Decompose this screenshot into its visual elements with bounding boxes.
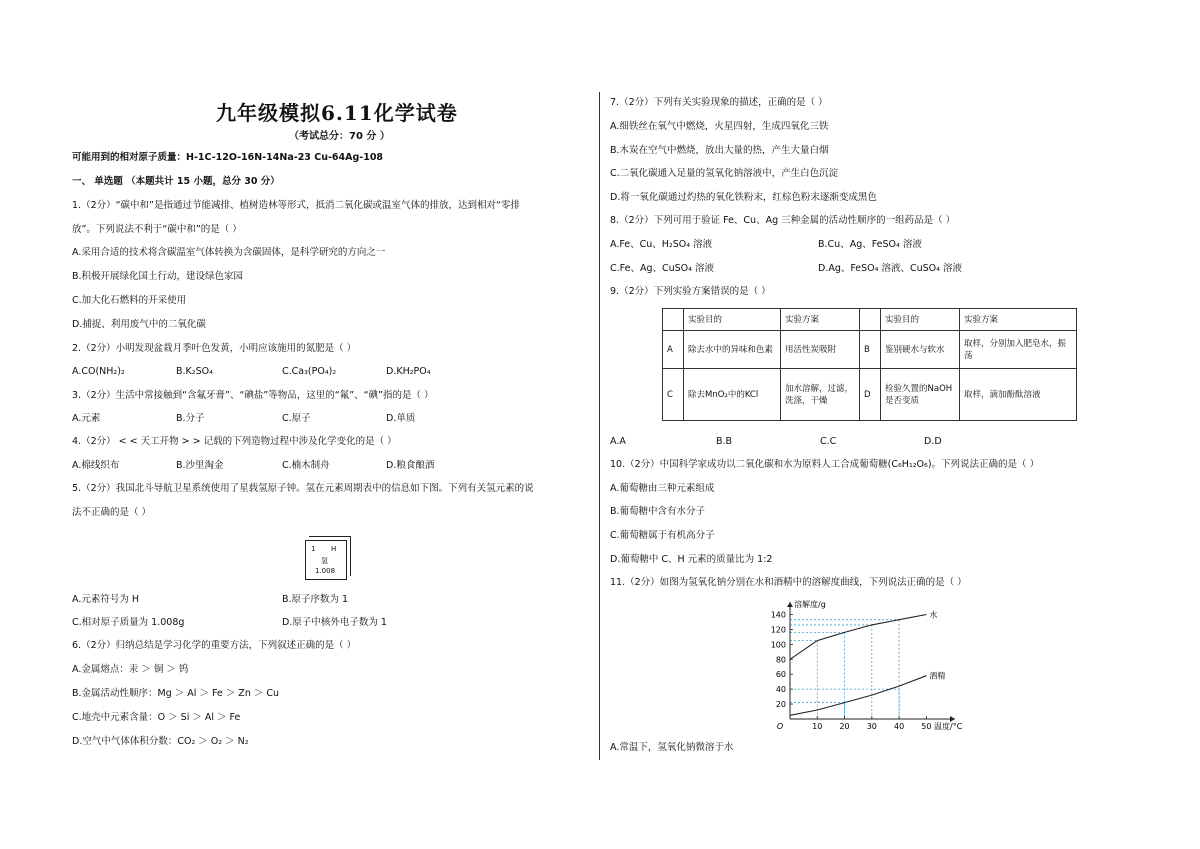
y-tick-label: 100 [770, 640, 786, 650]
q5-stem-line2: 法不正确的是（ ） [72, 507, 152, 518]
series-label: 水 [929, 610, 938, 620]
y-tick-label: 80 [775, 655, 786, 665]
q5-option-a[interactable]: A.元素符号为 H [72, 594, 140, 605]
q10-option-c[interactable]: C.葡萄糖属于有机高分子 [610, 530, 715, 541]
solubility-chart [760, 596, 980, 738]
table-header-cell [663, 309, 684, 331]
q2-option-d[interactable]: D.KH₂PO₄ [386, 366, 431, 377]
q9-stem: 9.（2分）下列实验方案错误的是（ ） [610, 286, 771, 297]
q5-option-d[interactable]: D.原子中核外电子数为 1 [282, 617, 387, 628]
x-tick-label: 10 [812, 722, 823, 731]
x-tick-label: 40 [893, 722, 905, 731]
y-tick-label: 20 [775, 700, 786, 710]
q2-option-b[interactable]: B.K₂SO₄ [176, 366, 213, 377]
q8-stem: 8.（2分）下列可用于验证 Fe、Cu、Ag 三种金属的活动性顺序的一组药品是（ ） [610, 215, 956, 226]
q5-option-c[interactable]: C.相对原子质量为 1.008g [72, 617, 185, 628]
table-cell: 除去MnO₂中的KCl [684, 369, 781, 421]
table-cell: 取样，分别加入肥皂水，振荡 [960, 331, 1077, 369]
element-name: 氢 [321, 557, 328, 565]
table-cell: D [860, 369, 881, 421]
q5-stem-line1: 5.（2分）我国北斗导航卫星系统使用了星载氢原子钟。氢在元素周期表中的信息如下图。下列有关氢元素的说 [72, 483, 534, 494]
q7-stem: 7.（2分）下列有关实验现象的描述，正确的是（ ） [610, 97, 828, 108]
exam-title: 九年级模拟6.11化学试卷 [216, 101, 458, 125]
y-axis-label: 溶解度/g [794, 600, 826, 609]
q11-stem: 11.（2分）如图为氢氧化钠分别在水和酒精中的溶解度曲线，下列说法正确的是（ ） [610, 577, 967, 588]
q2-option-a[interactable]: A.CO(NH₂)₂ [72, 366, 125, 377]
q1-option-b[interactable]: B.积极开展绿化国土行动，建设绿色家园 [72, 271, 244, 282]
y-tick-label: 140 [770, 610, 786, 620]
exam-subtitle: （考试总分：70 分 ） [289, 131, 390, 142]
q10-stem: 10.（2分）中国科学家成功以二氧化碳和水为原料人工合成葡萄糖(C₆H₁₂O₆)。下列说法正确的是（ ） [610, 459, 1040, 470]
table-row [663, 369, 1077, 421]
q4-option-a[interactable]: A.棉线织布 [72, 460, 120, 471]
table-row [663, 331, 1077, 369]
q10-option-a[interactable]: A.葡萄糖由三种元素组成 [610, 483, 715, 494]
q3-option-b[interactable]: B.分子 [176, 413, 205, 424]
q7-option-d[interactable]: D.将一氧化碳通过灼热的氧化铁粉末，红棕色粉末逐渐变成黑色 [610, 192, 877, 203]
series-line-alcohol [790, 676, 926, 716]
q6-option-b[interactable]: B.金属活动性顺序：Mg ＞ Al ＞ Fe ＞ Zn ＞ Cu [72, 688, 280, 699]
q6-option-a[interactable]: A.金属熔点：汞 ＞ 铜 ＞ 钨 [72, 664, 189, 675]
q9-option-d[interactable]: D.D [924, 436, 942, 447]
section-heading: 一、 单选题 （本题共计 15 小题，总分 30 分） [72, 176, 280, 187]
table-header-cell: 实验方案 [781, 309, 860, 331]
q2-option-c[interactable]: C.Ca₃(PO₄)₂ [282, 366, 337, 377]
table-header-row [663, 309, 1077, 331]
hydrogen-element-card [305, 540, 347, 580]
table-cell: 取样，滴加酚酞溶液 [960, 369, 1077, 421]
y-tick-label: 40 [775, 685, 786, 695]
table-header-cell: 实验目的 [684, 309, 781, 331]
q4-option-b[interactable]: B.沙里淘金 [176, 460, 224, 471]
q1-stem-line1: 1.（2分）“碳中和”是指通过节能减排、植树造林等形式，抵消二氧化碳或温室气体的排放，达到相对“零排 [72, 200, 520, 211]
table-cell: A [663, 331, 684, 369]
q9-option-b[interactable]: B.B [716, 436, 733, 447]
table-header-cell: 实验目的 [881, 309, 960, 331]
q2-stem: 2.（2分）小明发现盆栽月季叶色发黄，小明应该施用的氮肥是（ ） [72, 343, 357, 354]
q4-stem: 4.（2分） < < 天工开物 > > 记载的下列造物过程中涉及化学变化的是（ ） [72, 436, 397, 447]
q5-option-b[interactable]: B.原子序数为 1 [282, 594, 349, 605]
q3-option-c[interactable]: C.原子 [282, 413, 311, 424]
q1-option-d[interactable]: D.捕捉、利用废气中的二氧化碳 [72, 319, 206, 330]
table-cell: C [663, 369, 684, 421]
q8-option-d[interactable]: D.Ag、FeSO₄ 溶液、CuSO₄ 溶液 [818, 263, 962, 274]
q3-option-a[interactable]: A.元素 [72, 413, 101, 424]
element-symbol: H [331, 545, 337, 553]
q3-option-d[interactable]: D.单质 [386, 413, 416, 424]
atomic-mass-note: 可能用到的相对原子质量：H-1C-12O-16N-14Na-23 Cu-64Ag-108 [72, 152, 384, 163]
q9-option-c[interactable]: C.C [820, 436, 837, 447]
y-tick-label: 60 [775, 670, 786, 680]
table-cell: 用活性炭吸附 [781, 331, 860, 369]
table-cell: 加水溶解，过滤，洗涤，干燥 [781, 369, 860, 421]
table-cell: 鉴别硬水与软水 [881, 331, 960, 369]
q6-option-c[interactable]: C.地壳中元素含量：O ＞ Si ＞ Al ＞ Fe [72, 712, 241, 723]
q6-stem: 6.（2分）归纳总结是学习化学的重要方法，下列叙述正确的是（ ） [72, 640, 357, 651]
series-line-water [790, 615, 926, 660]
q8-option-b[interactable]: B.Cu、Ag、FeSO₄ 溶液 [818, 239, 922, 250]
origin-label: O [776, 722, 784, 731]
q4-option-d[interactable]: D.粮食酿酒 [386, 460, 435, 471]
q10-option-d[interactable]: D.葡萄糖中 C、H 元素的质量比为 1:2 [610, 554, 773, 565]
x-tick-label: 20 [839, 722, 850, 731]
q7-option-c[interactable]: C.二氧化碳通入足量的氢氧化钠溶液中，产生白色沉淀 [610, 168, 839, 179]
q1-option-c[interactable]: C.加大化石燃料的开采使用 [72, 295, 187, 306]
q9-option-a[interactable]: A.A [610, 436, 626, 447]
x-axis-label: 温度/°C [934, 722, 963, 731]
table-header-cell: 实验方案 [960, 309, 1077, 331]
experiment-table [662, 308, 1077, 421]
table-cell: B [860, 331, 881, 369]
q6-option-d[interactable]: D.空气中气体体积分数：CO₂ ＞ O₂ ＞ N₂ [72, 736, 249, 747]
q8-option-a[interactable]: A.Fe、Cu、H₂SO₄ 溶液 [610, 239, 713, 250]
q7-option-b[interactable]: B.木炭在空气中燃烧，放出大量的热，产生大量白烟 [610, 145, 829, 156]
table-cell: 检验久置的NaOH是否变质 [881, 369, 960, 421]
series-label: 酒精 [929, 671, 946, 681]
q11-option-a[interactable]: A.常温下，氢氧化钠微溶于水 [610, 742, 734, 753]
y-tick-label: 120 [770, 625, 786, 635]
element-mass: 1.008 [315, 567, 336, 575]
table-cell: 除去水中的异味和色素 [684, 331, 781, 369]
q10-option-b[interactable]: B.葡萄糖中含有水分子 [610, 506, 706, 517]
x-tick-label: 30 [866, 722, 877, 731]
q7-option-a[interactable]: A.细铁丝在氧气中燃烧，火星四射，生成四氧化三铁 [610, 121, 829, 132]
q8-option-c[interactable]: C.Fe、Ag、CuSO₄ 溶液 [610, 263, 714, 274]
x-tick-label: 50 [921, 722, 932, 731]
q3-stem: 3.（2分）生活中常接触到“含氟牙膏”、“碘盐”等物品，这里的“氟”、“碘”指的是（ ） [72, 390, 434, 401]
q4-option-c[interactable]: C.楠木制舟 [282, 460, 330, 471]
element-number: 1 [311, 545, 316, 553]
q1-option-a[interactable]: A.采用合适的技术将含碳温室气体转换为含碳固体，是科学研究的方向之一 [72, 247, 386, 258]
table-header-cell [860, 309, 881, 331]
column-divider [599, 92, 600, 760]
y-axis-arrow [787, 602, 793, 607]
q1-stem-line2: 放”。下列说法不利于“碳中和”的是（ ） [72, 224, 242, 235]
